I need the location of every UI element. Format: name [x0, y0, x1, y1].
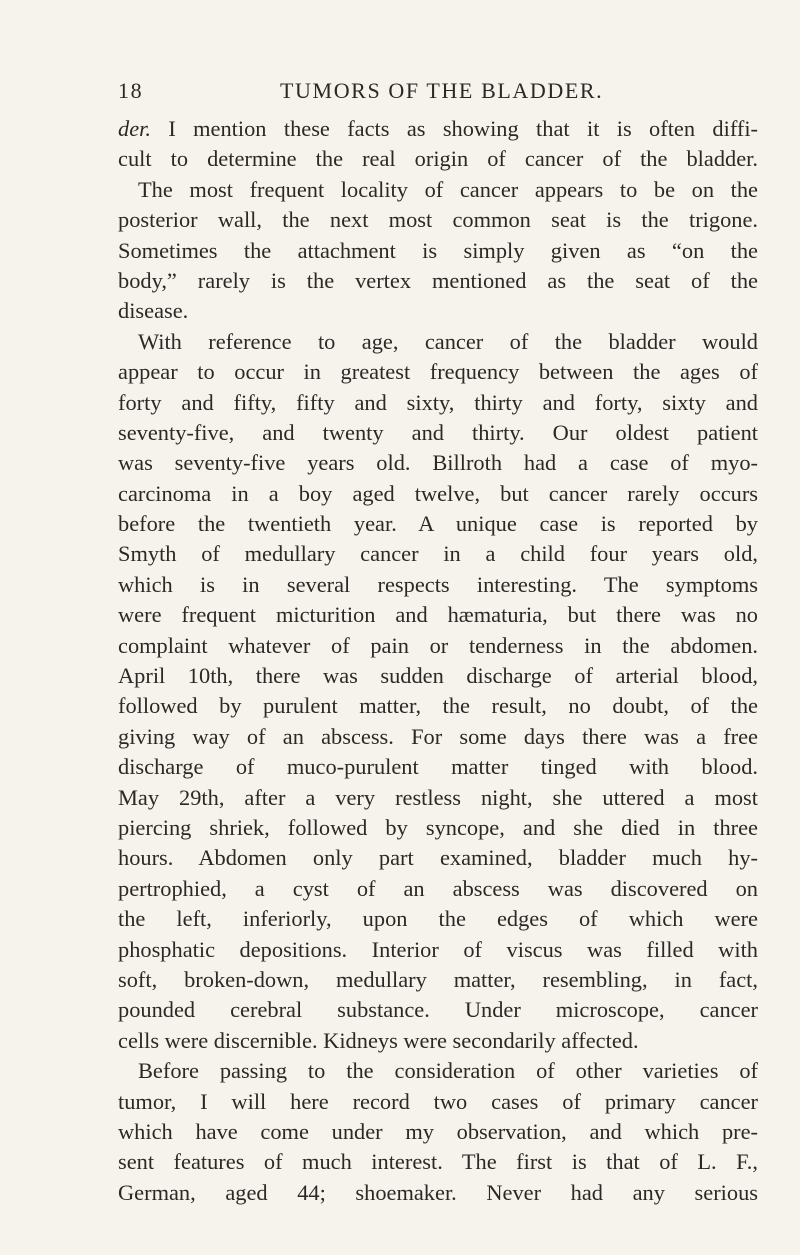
line-text: pounded cerebral substance. Under microscope, cancer: [118, 997, 758, 1023]
line-text: Before passing to the consideration of other varieties of: [138, 1058, 758, 1084]
line-text: Smyth of medullary cancer in a child four years old,: [118, 541, 758, 567]
line-text: phosphatic depositions. Interior of viscus was filled with: [118, 936, 758, 962]
line-text: discharge of muco-purulent matter tinged with blood.: [118, 754, 758, 780]
text-line: [118, 1117, 758, 1147]
line-text: piercing shriek, followed by syncope, and she died in three: [118, 814, 758, 840]
line-text: pertrophied, a cyst of an abscess was discovered on: [118, 875, 758, 901]
line-text: carcinoma in a boy aged twelve, but cancer rarely occurs: [118, 480, 758, 506]
text-line: [118, 509, 758, 539]
text-line: [118, 1026, 758, 1056]
line-text: German, aged 44; shoemaker. Never had any serious: [118, 1179, 758, 1205]
line-text: body,” rarely is the vertex mentioned as the seat of the: [118, 267, 758, 293]
body-text: [118, 114, 758, 1208]
text-line: [118, 813, 758, 843]
text-line: [118, 175, 758, 205]
line-text: hours. Abdomen only part examined, bladder much hy-: [118, 845, 758, 871]
text-line: [118, 965, 758, 995]
line-text: soft, broken-down, medullary matter, resembling, in fact,: [118, 966, 758, 992]
line-text: seventy-five, and twenty and thirty. Our oldest patient: [118, 419, 758, 445]
text-line: [118, 874, 758, 904]
line-text: forty and fifty, fifty and sixty, thirty and forty, sixty and: [118, 389, 758, 415]
text-line: [118, 691, 758, 721]
text-line: [118, 1056, 758, 1086]
line-text: followed by purulent matter, the result, no doubt, of the: [118, 693, 758, 719]
page-header: [118, 78, 758, 108]
line-text: cells were discernible. Kidneys were secondarily affected.: [118, 1027, 639, 1053]
line-text: sent features of much interest. The first is that of L. F.,: [118, 1149, 758, 1175]
text-line: [118, 205, 758, 235]
line-text: I mention these facts as showing that it is often diffi-: [150, 116, 758, 141]
text-line: [118, 570, 758, 600]
line-text: before the twentieth year. A unique case is reported by: [118, 511, 758, 537]
text-line: [118, 388, 758, 418]
line-text: tumor, I will here record two cases of primary cancer: [118, 1088, 758, 1114]
line-text: which is in several respects interesting. The symptoms: [118, 571, 758, 597]
text-line: [118, 479, 758, 509]
text-line: [118, 752, 758, 782]
line-text: were frequent micturition and hæmaturia, but there was no: [118, 602, 758, 628]
text-line: [118, 327, 758, 357]
text-line: [118, 904, 758, 934]
text-line: [118, 418, 758, 448]
text-line: [118, 783, 758, 813]
text-line: [118, 722, 758, 752]
text-line: [118, 144, 758, 174]
line-text: the left, inferiorly, upon the edges of which were: [118, 906, 758, 932]
line-text: May 29th, after a very restless night, she uttered a most: [118, 784, 758, 810]
line-text: which have come under my observation, and which pre-: [118, 1118, 758, 1144]
line-text: disease.: [118, 298, 189, 324]
line-text: cult to determine the real origin of cancer of the bladder.: [118, 146, 758, 172]
text-line: [118, 114, 758, 144]
line-text: was seventy-five years old. Billroth had a case of myo-: [118, 450, 758, 476]
italic-fragment: der.: [118, 116, 151, 141]
line-text: The most frequent locality of cancer appears to be on the: [138, 176, 758, 202]
text-line: [118, 935, 758, 965]
text-line: [118, 448, 758, 478]
page-number: 18: [118, 78, 144, 103]
text-line: [118, 1178, 758, 1208]
text-line: [118, 296, 758, 326]
text-line: [118, 357, 758, 387]
text-line: [118, 995, 758, 1025]
line-text: giving way of an abscess. For some days there was a free: [118, 723, 758, 749]
line-text: With reference to age, cancer of the bladder would: [138, 328, 758, 354]
text-line: [118, 1087, 758, 1117]
text-line: [118, 600, 758, 630]
text-line: [118, 1147, 758, 1177]
text-line: [118, 631, 758, 661]
line-text: April 10th, there was sudden discharge of arterial blood,: [118, 663, 758, 689]
line-text: complaint whatever of pain or tenderness in the abdomen.: [118, 632, 758, 658]
text-line: [118, 843, 758, 873]
line-text: Sometimes the attachment is simply given as “on the: [118, 237, 758, 263]
line-text: posterior wall, the next most common seat is the trigone.: [118, 207, 758, 233]
text-line: [118, 539, 758, 569]
text-line: [118, 266, 758, 296]
running-title: TUMORS OF THE BLADDER.: [280, 78, 604, 103]
line-text: appear to occur in greatest frequency between the ages of: [118, 359, 758, 385]
text-line: [118, 661, 758, 691]
text-line: [118, 236, 758, 266]
